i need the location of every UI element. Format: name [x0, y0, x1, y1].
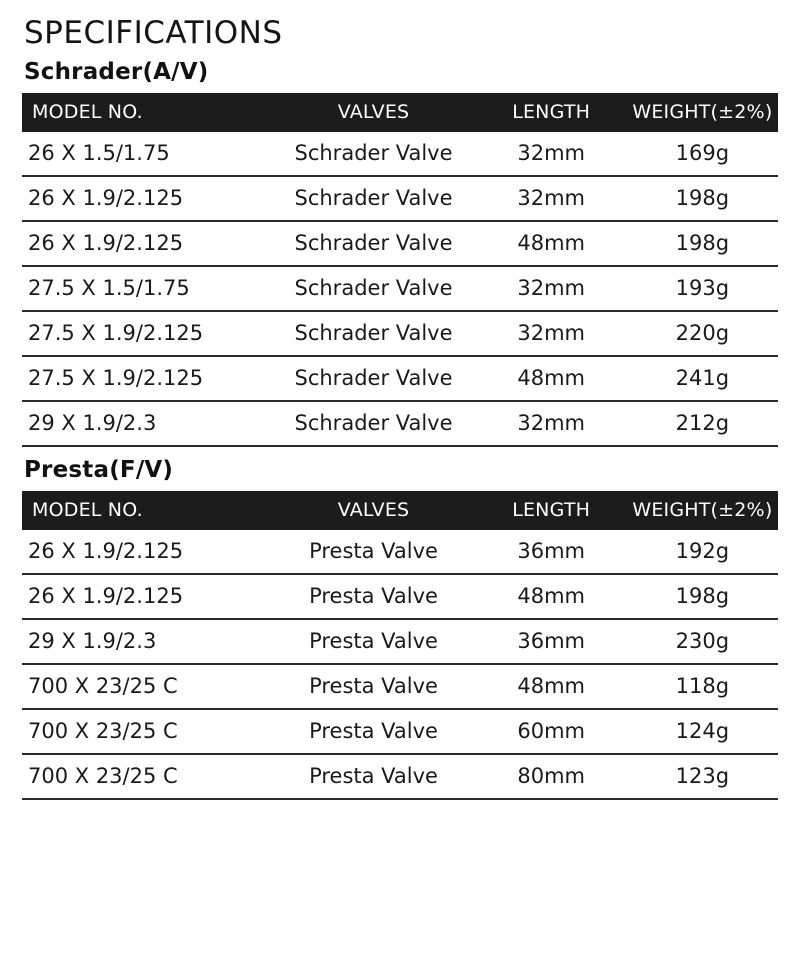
cell-weight: 169g: [627, 132, 778, 176]
section-heading-schrader: Schrader(A/V): [24, 58, 209, 85]
cell-weight: 212g: [627, 401, 778, 446]
table-row: [22, 530, 778, 574]
column-header-model: MODEL NO.: [32, 100, 143, 123]
cell-model: 26 X 1.5/1.75: [22, 132, 271, 176]
table-body-schrader: [22, 132, 778, 446]
table-row: [22, 574, 778, 619]
spec-table-presta: [22, 491, 778, 800]
cell-length: 36mm: [476, 619, 627, 664]
cell-valve: Presta Valve: [271, 754, 475, 799]
cell-length: 60mm: [476, 709, 627, 754]
table-row: [22, 709, 778, 754]
cell-weight: 198g: [627, 574, 778, 619]
column-header-weight: WEIGHT(±2%): [632, 100, 773, 123]
cell-model: 26 X 1.9/2.125: [22, 530, 271, 574]
cell-valve: Schrader Valve: [271, 176, 475, 221]
table-row: [22, 619, 778, 664]
cell-valve: Presta Valve: [271, 530, 475, 574]
cell-model: 26 X 1.9/2.125: [22, 221, 271, 266]
cell-length: 48mm: [476, 356, 627, 401]
column-header-length: LENGTH: [512, 100, 591, 123]
cell-model: 27.5 X 1.9/2.125: [22, 356, 271, 401]
column-header-weight: WEIGHT(±2%): [632, 498, 773, 521]
cell-valve: Schrader Valve: [271, 221, 475, 266]
cell-weight: 198g: [627, 176, 778, 221]
spec-table-schrader: [22, 93, 778, 447]
cell-length: 32mm: [476, 311, 627, 356]
cell-valve: Schrader Valve: [271, 132, 475, 176]
table-row: [22, 132, 778, 176]
cell-model: 700 X 23/25 C: [22, 664, 271, 709]
cell-length: 36mm: [476, 530, 627, 574]
cell-model: 29 X 1.9/2.3: [22, 401, 271, 446]
cell-model: 29 X 1.9/2.3: [22, 619, 271, 664]
cell-valve: Presta Valve: [271, 664, 475, 709]
column-header-model: MODEL NO.: [32, 498, 143, 521]
section-heading-presta: Presta(F/V): [24, 456, 174, 483]
page-title: SPECIFICATIONS: [24, 15, 283, 51]
cell-weight: 192g: [627, 530, 778, 574]
table-row: [22, 311, 778, 356]
table-row: [22, 664, 778, 709]
cell-weight: 241g: [627, 356, 778, 401]
column-header-valves: VALVES: [337, 498, 410, 521]
cell-weight: 198g: [627, 221, 778, 266]
table-row: [22, 221, 778, 266]
cell-length: 48mm: [476, 664, 627, 709]
cell-model: 26 X 1.9/2.125: [22, 176, 271, 221]
cell-weight: 124g: [627, 709, 778, 754]
cell-valve: Presta Valve: [271, 619, 475, 664]
cell-valve: Presta Valve: [271, 709, 475, 754]
cell-model: 27.5 X 1.5/1.75: [22, 266, 271, 311]
cell-weight: 220g: [627, 311, 778, 356]
cell-length: 32mm: [476, 266, 627, 311]
table-row: [22, 754, 778, 799]
cell-length: 32mm: [476, 401, 627, 446]
cell-weight: 123g: [627, 754, 778, 799]
cell-valve: Presta Valve: [271, 574, 475, 619]
cell-valve: Schrader Valve: [271, 356, 475, 401]
table-header-row: [22, 93, 778, 132]
table-body-presta: [22, 530, 778, 799]
cell-length: 48mm: [476, 574, 627, 619]
cell-length: 48mm: [476, 221, 627, 266]
section-schrader: [22, 59, 778, 447]
cell-length: 32mm: [476, 132, 627, 176]
table-row: [22, 266, 778, 311]
cell-model: 700 X 23/25 C: [22, 754, 271, 799]
cell-length: 80mm: [476, 754, 627, 799]
cell-model: 26 X 1.9/2.125: [22, 574, 271, 619]
cell-length: 32mm: [476, 176, 627, 221]
column-header-valves: VALVES: [337, 100, 410, 123]
section-presta: [22, 457, 778, 800]
table-row: [22, 356, 778, 401]
cell-weight: 193g: [627, 266, 778, 311]
cell-weight: 230g: [627, 619, 778, 664]
cell-weight: 118g: [627, 664, 778, 709]
table-header-row: [22, 491, 778, 530]
cell-valve: Schrader Valve: [271, 401, 475, 446]
table-header-presta: [22, 491, 778, 530]
column-header-length: LENGTH: [512, 498, 591, 521]
cell-valve: Schrader Valve: [271, 311, 475, 356]
cell-valve: Schrader Valve: [271, 266, 475, 311]
cell-model: 700 X 23/25 C: [22, 709, 271, 754]
table-row: [22, 176, 778, 221]
cell-model: 27.5 X 1.9/2.125: [22, 311, 271, 356]
table-header-schrader: [22, 93, 778, 132]
table-row: [22, 401, 778, 446]
